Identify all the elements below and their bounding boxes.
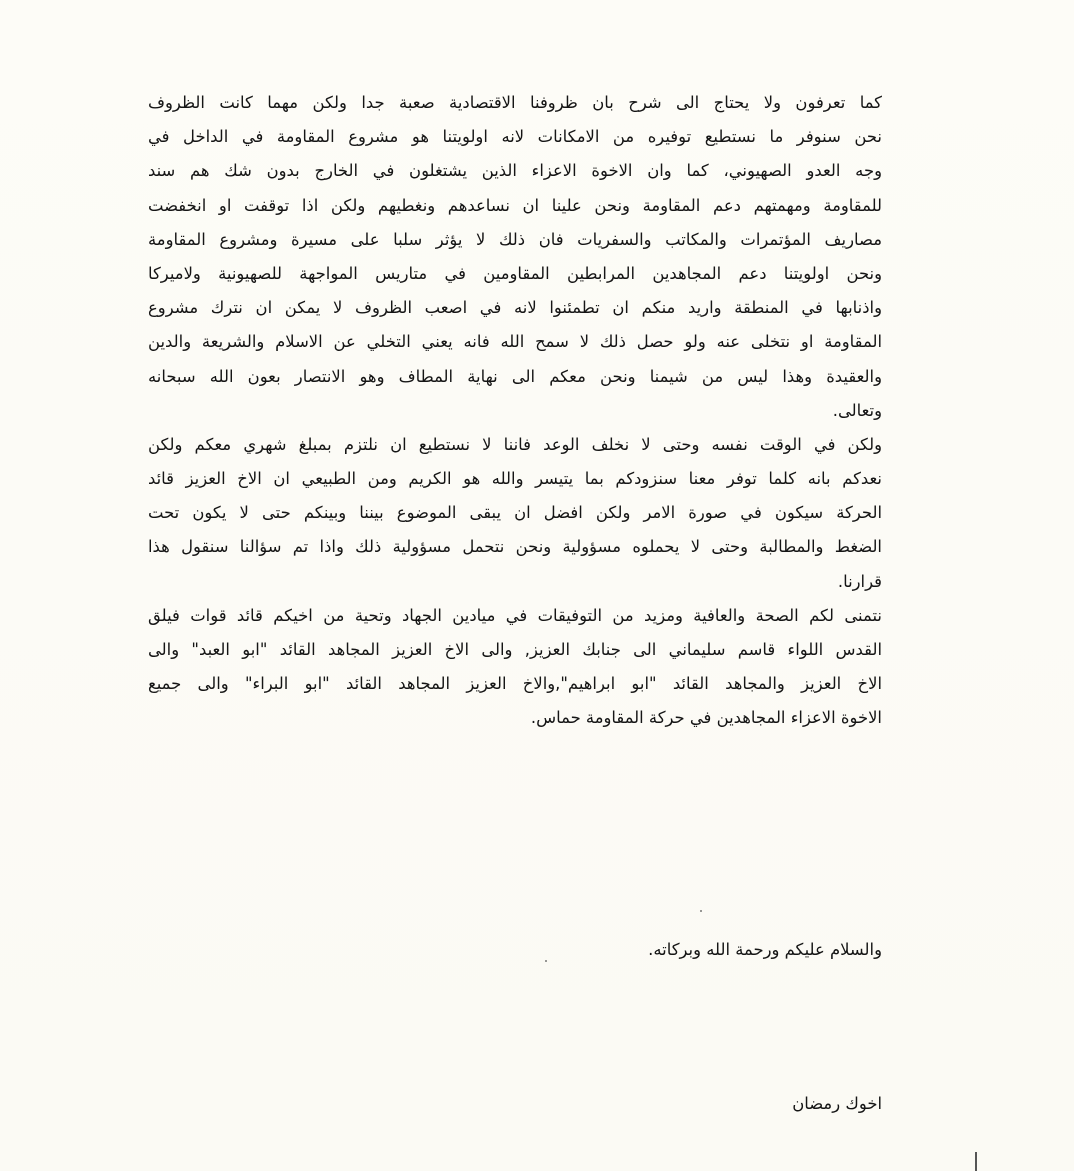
text-line: للمقاومة ومهمتهم دعم المقاومة ونحن علينا ان نساعدهم ونغطيهم ولكن اذا توقفت او انخفضت (148, 195, 882, 215)
paragraph-3 (148, 599, 882, 736)
text-line: القدس اللواء قاسم سليماني الى جنابك العزيز, والى الاخ العزيز المجاهد القائد "ابو العبد" والى (148, 640, 882, 659)
text-line: ونحن اولويتنا دعم المجاهدين المرابطين المقاومين في متاريس المواجهة للصهيونية ولاميركا (148, 263, 882, 283)
letter-body (148, 86, 882, 736)
text-line: ولكن في الوقت نفسه وحتى لا نخلف الوعد فاننا لا نستطيع ان نلتزم بمبلغ شهري معكم ولكن (148, 434, 882, 454)
closing-salutation: والسلام عليكم ورحمة الله وبركاته. (648, 940, 882, 959)
text-line: الاخ العزيز والمجاهد القائد "ابو ابراهيم",والاخ العزيز المجاهد القائد "ابو البراء" والى جميع (148, 674, 882, 694)
scan-speck (700, 910, 702, 912)
text-line: والعقيدة وهذا ليس من شيمنا ونحن معكم الى نهاية المطاف وهو الانتصار بعون الله سبحانه (148, 366, 882, 386)
text-line: نحن سنوفر ما نستطيع توفيره من الامكانات لانه اولويتنا هو مشروع المقاومة في الداخل في (148, 127, 882, 147)
text-line: نتمنى لكم الصحة والعافية ومزيد من التوفيقات في ميادين الجهاد وتحية من اخيكم قائد قوات فيلق (148, 605, 882, 625)
paragraph-1 (148, 86, 882, 428)
text-line: المقاومة او نتخلى عنه ولو حصل ذلك لا سمح الله فانه يعني التخلي عن الاسلام والشريعة والدين (148, 332, 882, 352)
scan-edge-mark (975, 1152, 977, 1171)
text-line: واذنابها في المنطقة واريد منكم ان تطمئنوا لانه في اصعب الظروف لا يمكن ان نترك مشروع (148, 298, 882, 318)
text-line: مصاريف المؤتمرات والمكاتب والسفريات فان ذلك لا يؤثر سلبا على مسيرة ومشروع المقاومة (148, 229, 882, 249)
scan-speck (545, 960, 547, 962)
text-line: وتعالى. (832, 400, 882, 420)
text-line: نعدكم بانه كلما توفر معنا سنزودكم بما يتيسر والله هو الكريم ومن الطبيعي ان الاخ العزيز قائد (148, 469, 882, 489)
signature: اخوك رمضان (792, 1094, 882, 1113)
paragraph-2 (148, 428, 882, 599)
text-line: وجه العدو الصهيوني، كما وان الاخوة الاعزاء الذين يشتغلون في الخارج بدون شك هم سند (148, 161, 882, 181)
text-line: الضغط والمطالبة وحتى لا يحملوه مسؤولية ونحن نتحمل مسؤولية ذلك واذا تم سؤالنا سنقول هذا (148, 537, 882, 557)
text-line: قرارنا. (837, 571, 882, 591)
text-line: الحركة سيكون في صورة الامر ولكن افضل ان يبقى الموضوع بيننا وبينكم حتى لا يكون تحت (148, 503, 882, 523)
text-line: الاخوة الاعزاء المجاهدين في حركة المقاومة حماس. (530, 708, 882, 728)
text-line: كما تعرفون ولا يحتاج الى شرح بان ظروفنا الاقتصادية صعبة جدا ولكن مهما كانت الظروف (148, 93, 882, 112)
